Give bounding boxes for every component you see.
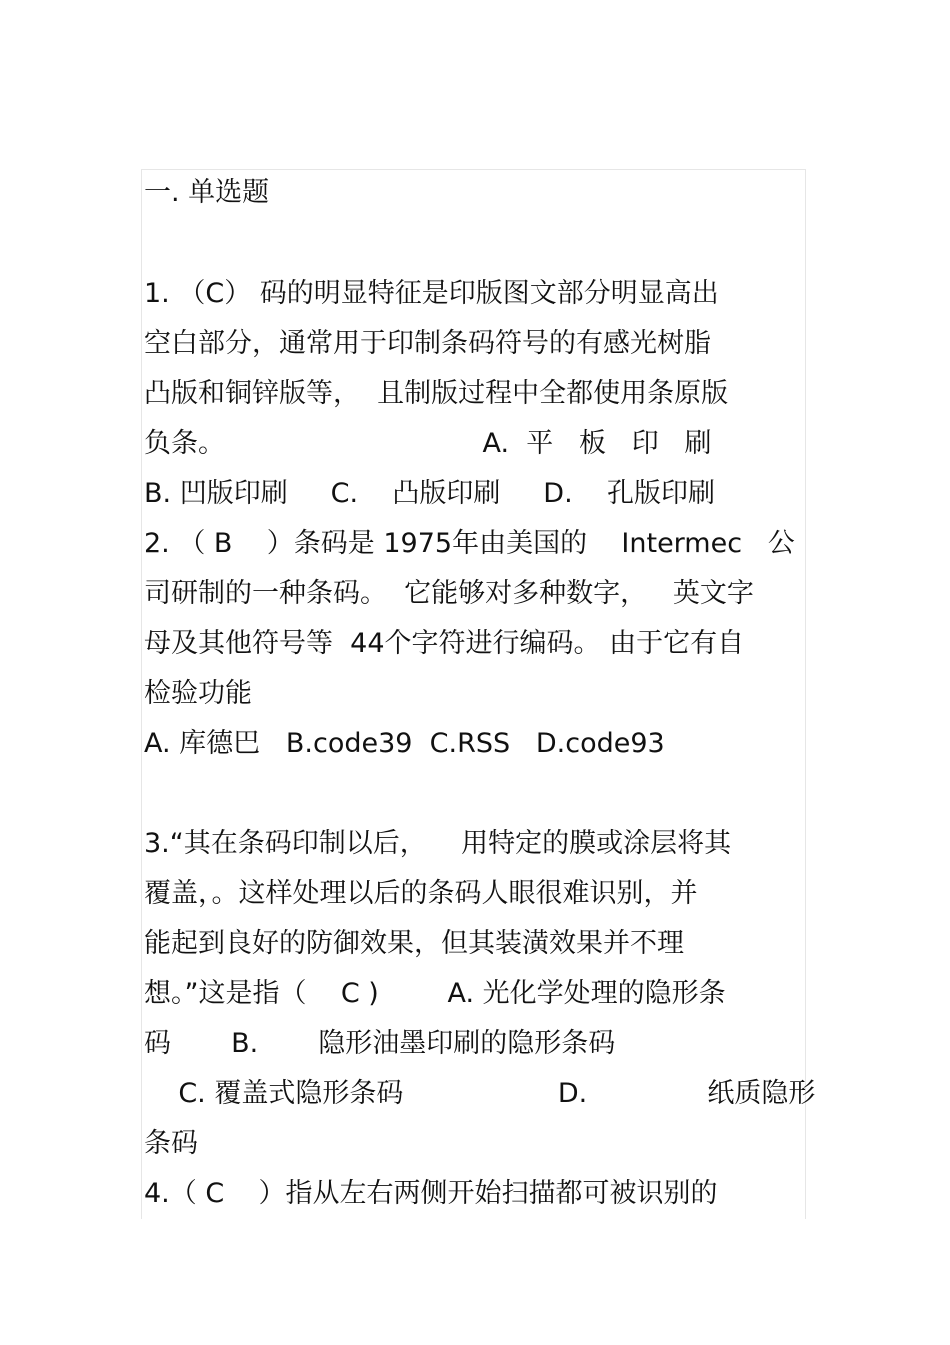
question-2-line-2: 司研制的一种条码。 它能够对多种数字， 英文字 [144,578,754,609]
question-3-line-1: 3.“其在条码印制以后， 用特定的膜或涂层将其 [144,828,732,859]
question-3-line-5: 码 B. 隐形油墨印刷的隐形条码 [144,1028,616,1059]
question-3-line-6: C. 覆盖式隐形条码 D. 纸质隐形 [144,1078,816,1109]
question-2-options: A. 库德巴 B.code39 C.RSS D.code93 [144,728,665,759]
question-3-line-4: 想。”这是指（ C ) A. 光化学处理的隐形条 [144,978,726,1009]
question-1-line-2: 空白部分，通常用于印制条码符号的有感光树脂 [144,328,711,359]
question-2-line-3: 母及其他符号等 44个字符进行编码。 由于它有自 [144,628,745,659]
question-3-line-7: 条码 [144,1128,198,1159]
question-2-line-4: 检验功能 [144,678,252,709]
question-3-line-3: 能起到良好的防御效果，但其装潢效果并不理 [144,928,684,959]
question-1-line-1: 1. （C） 码的明显特征是印版图文部分明显高出 [144,278,719,309]
question-1-line-4: 负条。 A. 平 板 印 刷 [144,428,712,459]
question-4-line-1: 4.（ C ）指从左右两侧开始扫描都可被识别的 [144,1178,718,1209]
question-1-options: B. 凹版印刷 C. 凸版印刷 D. 孔版印刷 [144,478,715,509]
question-2-line-1: 2. （ B ）条码是 1975年由美国的 Intermec 公 [144,528,795,559]
question-1-line-3: 凸版和铜锌版等， 且制版过程中全都使用条原版 [144,378,729,409]
section-title: 一. 单选题 [144,177,270,208]
question-3-line-2: 覆盖，。这样处理以后的条码人眼很难识别，并 [144,878,698,909]
